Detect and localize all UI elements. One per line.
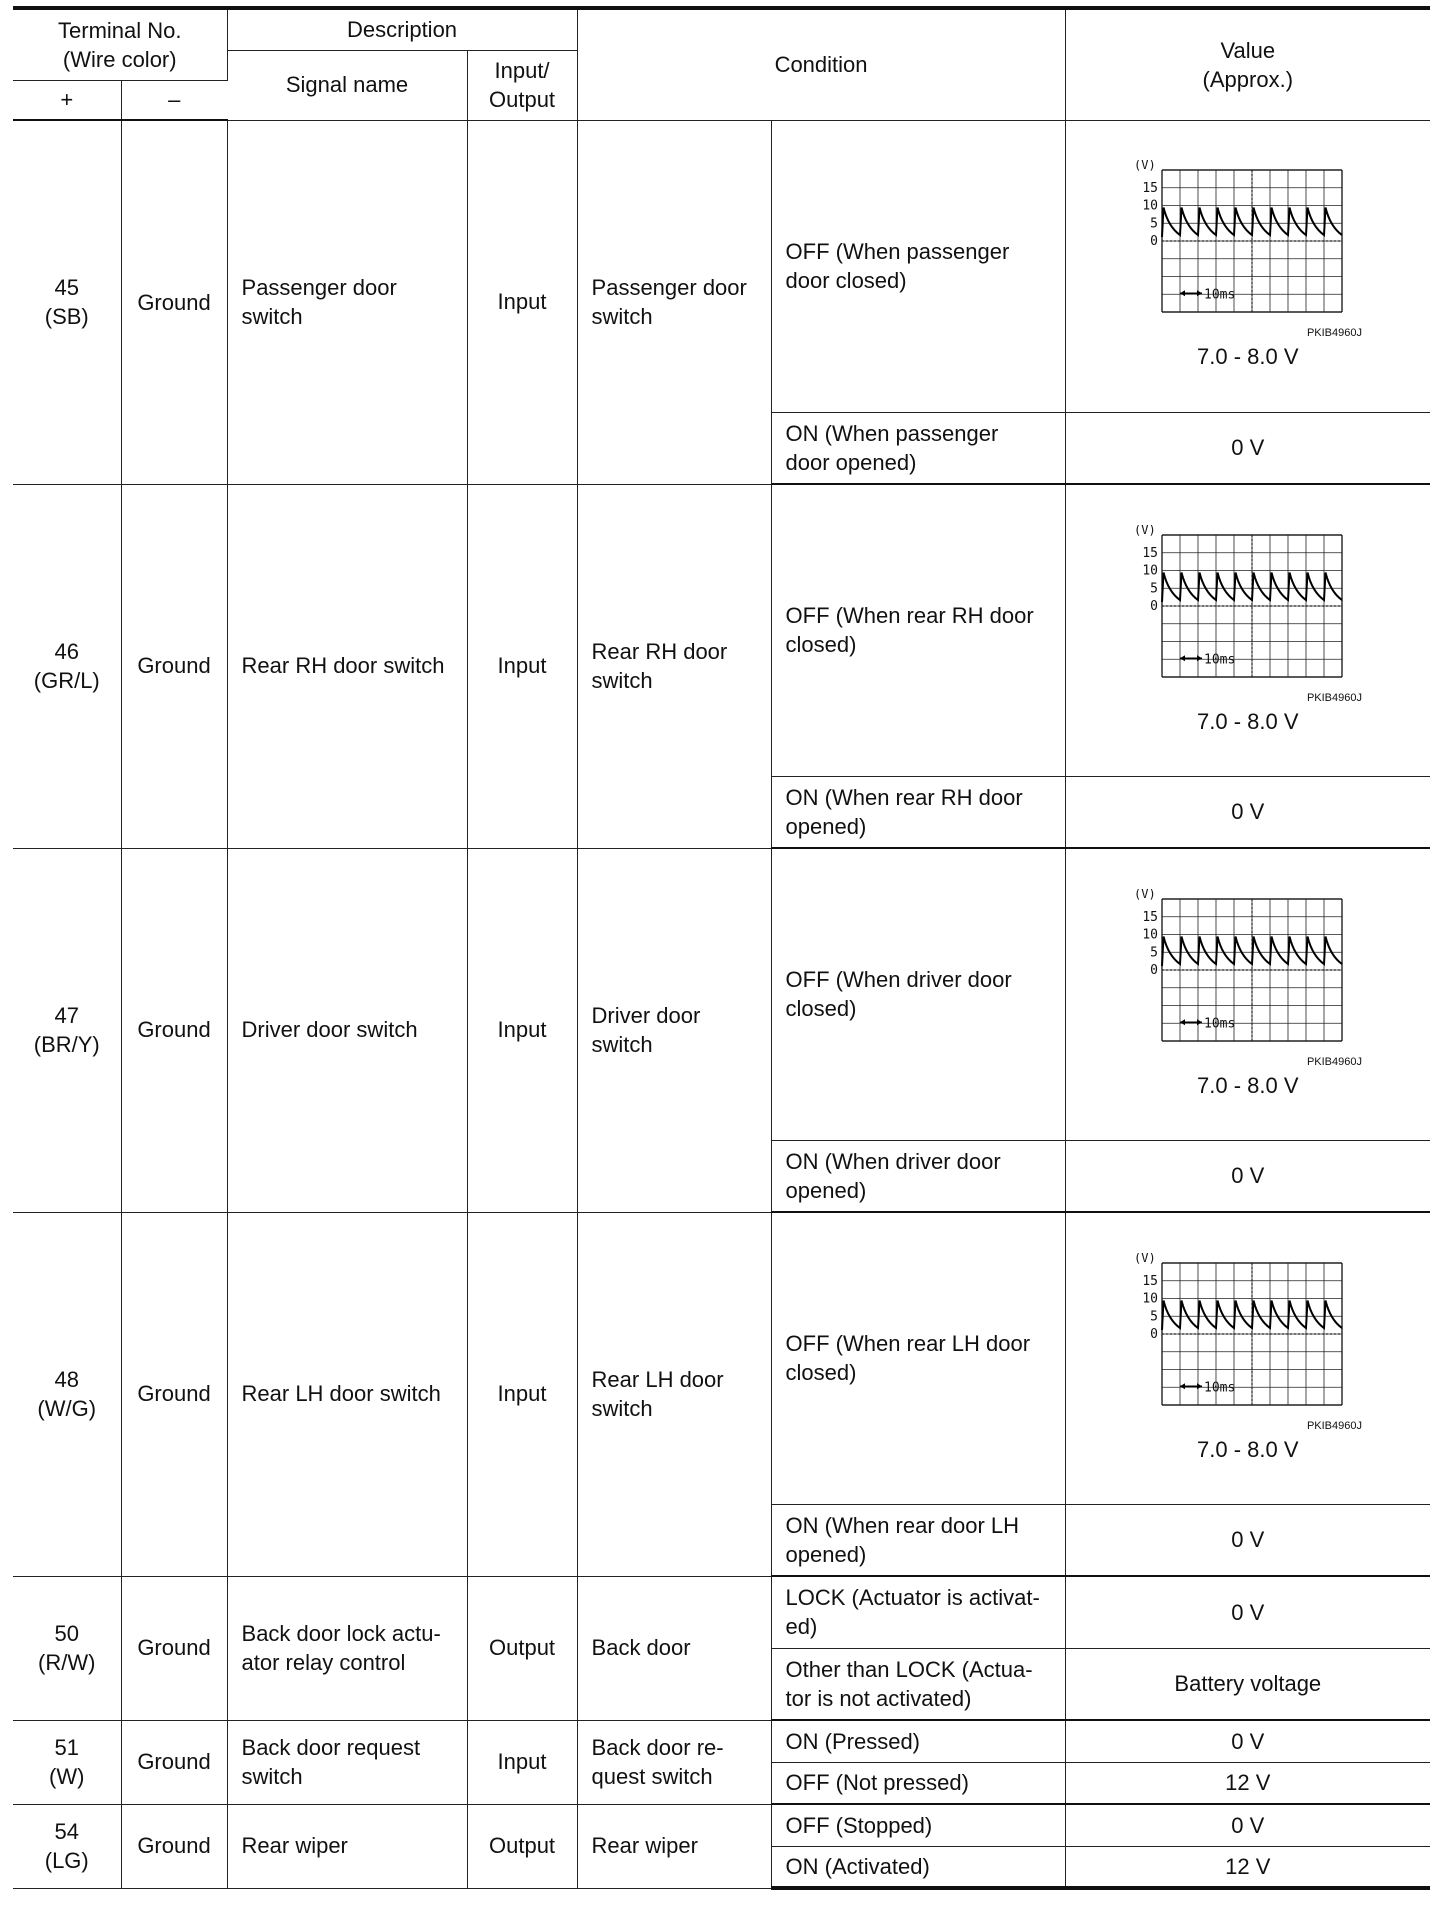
time-scale-arrow-left <box>1180 655 1185 661</box>
condition-state-text: OFF (Stopped) <box>785 1812 933 1838</box>
condition-state-text: OFF (When rear LH door closed) <box>785 1331 1031 1386</box>
time-scale-arrow-left <box>1180 1019 1185 1025</box>
signal-name <box>227 484 467 848</box>
value-text-text: 0 V <box>1231 435 1265 461</box>
table-row <box>13 1212 1430 1504</box>
condition-state <box>771 776 1065 848</box>
condition-state-text: ON (Activated) <box>785 1853 930 1879</box>
value-text <box>1065 1846 1430 1888</box>
header-terminal: Terminal No. (Wire color) <box>13 8 227 80</box>
terminal-number-text: 48 (W/G) <box>37 1366 97 1421</box>
figure-code: PKIB4960J <box>1306 1055 1362 1068</box>
terminal-number <box>13 120 121 484</box>
header-condition: Condition <box>577 8 1065 120</box>
table-row <box>13 848 1430 1140</box>
value-text-text: 0 V <box>1231 1812 1265 1838</box>
terminal-number <box>13 1720 121 1804</box>
condition-state <box>771 1140 1065 1212</box>
waveform-graph <box>1132 1253 1364 1433</box>
condition-item <box>577 848 771 1212</box>
condition-state-text: ON (Pressed) <box>785 1728 921 1754</box>
ground-terminal-text: Ground <box>137 1749 211 1775</box>
value-text <box>1065 776 1430 848</box>
signal-name <box>227 120 467 484</box>
condition-item-text: Back door <box>591 1635 691 1661</box>
y-tick-label: 10 <box>1142 1291 1158 1307</box>
value-text-text: 0 V <box>1231 1728 1265 1754</box>
condition-item-text: Rear wiper <box>591 1833 698 1859</box>
terminal-number <box>13 484 121 848</box>
input-output-text: Input <box>497 653 547 679</box>
input-output <box>467 1212 577 1576</box>
time-scale-label: 10ms <box>1203 1379 1236 1395</box>
input-output <box>467 484 577 848</box>
ground-terminal-text: Ground <box>137 1635 211 1661</box>
y-tick-label: 15 <box>1142 909 1158 925</box>
waveform-box <box>1070 1253 1427 1464</box>
input-output <box>467 120 577 484</box>
ground-terminal <box>121 120 227 484</box>
terminal-spec-table <box>13 6 1430 1890</box>
y-tick-label: 10 <box>1142 927 1158 943</box>
input-output-text: Input <box>497 1381 547 1407</box>
figure-code: PKIB4960J <box>1306 1419 1362 1432</box>
signal-name-text: Back door lock actu- ator relay control <box>241 1620 441 1675</box>
condition-state-text: LOCK (Actuator is activat- ed) <box>785 1585 1040 1640</box>
y-tick-label: 15 <box>1142 181 1158 197</box>
condition-state <box>771 1720 1065 1762</box>
waveform-graph <box>1132 889 1364 1069</box>
condition-state <box>771 1804 1065 1846</box>
value-text <box>1065 1762 1430 1804</box>
y-tick-label: 0 <box>1149 962 1158 978</box>
condition-state-text: OFF (Not pressed) <box>785 1770 969 1796</box>
value-text-text: 0 V <box>1231 1163 1265 1189</box>
value-waveform <box>1065 848 1430 1140</box>
header-input-output: Input/ Output <box>467 50 577 120</box>
terminal-number <box>13 1576 121 1720</box>
condition-item-text: Passenger door switch <box>591 274 747 329</box>
unit-label: (V) <box>1133 888 1156 901</box>
ground-terminal-text: Ground <box>137 1017 211 1043</box>
value-waveform <box>1065 120 1430 412</box>
y-tick-label: 15 <box>1142 1273 1158 1289</box>
value-waveform <box>1065 1212 1430 1504</box>
header-minus: – <box>121 80 227 120</box>
condition-state-text: OFF (When rear RH door closed) <box>785 603 1034 658</box>
input-output-text: Input <box>497 1017 547 1043</box>
signal-name <box>227 1720 467 1804</box>
condition-state-text: Other than LOCK (Actua- tor is not activated) <box>785 1656 1033 1711</box>
condition-state-text: ON (When rear door LH opened) <box>785 1512 1020 1567</box>
condition-state-text: ON (When rear RH door opened) <box>785 784 1023 839</box>
waveform-graph <box>1132 160 1364 340</box>
header-plus: + <box>13 80 121 120</box>
signal-name-text: Rear RH door switch <box>241 653 445 679</box>
y-tick-label: 0 <box>1149 1326 1158 1342</box>
value-text: 7.0 - 8.0 V <box>1197 344 1299 370</box>
ground-terminal <box>121 1212 227 1576</box>
signal-name <box>227 1212 467 1576</box>
value-text-text: Battery voltage <box>1174 1671 1322 1697</box>
condition-item <box>577 1720 771 1804</box>
time-scale-arrow-left <box>1180 291 1185 297</box>
condition-state <box>771 1846 1065 1888</box>
waveform-box <box>1070 160 1427 371</box>
ground-terminal-text: Ground <box>137 1381 211 1407</box>
y-tick-label: 0 <box>1149 598 1158 614</box>
terminal-number <box>13 848 121 1212</box>
table-row <box>13 1804 1430 1846</box>
ground-terminal-text: Ground <box>137 1833 211 1859</box>
condition-item-text: Rear LH door switch <box>591 1366 724 1421</box>
condition-state-text: ON (When driver door opened) <box>785 1148 1001 1203</box>
condition-state <box>771 1504 1065 1576</box>
table-body <box>13 120 1430 1888</box>
condition-item-text: Driver door switch <box>591 1002 701 1057</box>
signal-name-text: Driver door switch <box>241 1017 418 1043</box>
terminal-number-text: 46 (GR/L) <box>33 638 100 693</box>
condition-state-text: OFF (When driver door closed) <box>785 967 1012 1022</box>
condition-state <box>771 1212 1065 1504</box>
condition-state <box>771 1762 1065 1804</box>
input-output <box>467 1720 577 1804</box>
terminal-number-text: 54 (LG) <box>44 1818 89 1873</box>
terminal-number-text: 47 (BR/Y) <box>33 1002 100 1057</box>
y-tick-label: 5 <box>1149 944 1158 960</box>
value-text <box>1065 1504 1430 1576</box>
condition-state <box>771 484 1065 776</box>
terminal-number-text: 45 (SB) <box>44 275 89 330</box>
value-text-text: 0 V <box>1231 799 1265 825</box>
input-output-text: Input <box>497 1749 547 1775</box>
table-row <box>13 484 1430 776</box>
waveform-box <box>1070 889 1427 1100</box>
condition-item <box>577 1804 771 1888</box>
value-waveform <box>1065 484 1430 776</box>
y-tick-label: 0 <box>1149 234 1158 250</box>
condition-state <box>771 848 1065 1140</box>
value-text-text: 0 V <box>1231 1599 1265 1625</box>
value-text <box>1065 1140 1430 1212</box>
terminal-number <box>13 1804 121 1888</box>
condition-state-text: ON (When passenger door opened) <box>785 420 999 475</box>
terminal-number-text: 50 (R/W) <box>38 1620 96 1675</box>
input-output <box>467 1804 577 1888</box>
ground-terminal <box>121 848 227 1212</box>
input-output-text: Input <box>497 289 547 315</box>
value-text <box>1065 412 1430 484</box>
time-scale-arrow-right <box>1197 1383 1202 1389</box>
ground-terminal <box>121 1804 227 1888</box>
header-signal-name: Signal name <box>227 50 467 120</box>
y-tick-label: 15 <box>1142 545 1158 561</box>
signal-name-text: Rear LH door switch <box>241 1381 441 1407</box>
y-tick-label: 5 <box>1149 580 1158 596</box>
table-row <box>13 120 1430 412</box>
signal-name <box>227 848 467 1212</box>
condition-item-text: Rear RH door switch <box>591 638 728 693</box>
time-scale-arrow-right <box>1197 291 1202 297</box>
table-header <box>13 8 1430 120</box>
ground-terminal <box>121 484 227 848</box>
time-scale-label: 10ms <box>1203 287 1236 303</box>
y-tick-label: 10 <box>1142 563 1158 579</box>
unit-label: (V) <box>1133 524 1156 537</box>
condition-item <box>577 484 771 848</box>
time-scale-label: 10ms <box>1203 651 1236 667</box>
input-output-text: Output <box>489 1635 556 1661</box>
input-output <box>467 1576 577 1720</box>
condition-state <box>771 412 1065 484</box>
value-text: 7.0 - 8.0 V <box>1197 1436 1299 1462</box>
value-text: 7.0 - 8.0 V <box>1197 1072 1299 1098</box>
waveform-box <box>1070 525 1427 736</box>
condition-item <box>577 1212 771 1576</box>
ground-terminal-text: Ground <box>137 653 211 679</box>
value-text-text: 0 V <box>1231 1527 1265 1553</box>
y-tick-label: 5 <box>1149 216 1158 232</box>
value-text: 7.0 - 8.0 V <box>1197 708 1299 734</box>
header-value: Value (Approx.) <box>1065 8 1430 120</box>
terminal-number <box>13 1212 121 1576</box>
value-text <box>1065 1720 1430 1762</box>
value-text-text: 12 V <box>1225 1853 1271 1879</box>
unit-label: (V) <box>1133 160 1156 173</box>
table-row <box>13 1720 1430 1762</box>
input-output-text: Output <box>489 1833 556 1859</box>
signal-name <box>227 1804 467 1888</box>
unit-label: (V) <box>1133 1252 1156 1265</box>
signal-name-text: Passenger door switch <box>241 274 397 329</box>
ground-terminal <box>121 1576 227 1720</box>
time-scale-label: 10ms <box>1203 1015 1236 1031</box>
waveform-graph <box>1132 525 1364 705</box>
condition-item <box>577 1576 771 1720</box>
ground-terminal <box>121 1720 227 1804</box>
value-text <box>1065 1804 1430 1846</box>
signal-name-text: Rear wiper <box>241 1833 348 1859</box>
signal-name <box>227 1576 467 1720</box>
value-text-text: 12 V <box>1225 1770 1271 1796</box>
condition-item-text: Back door re- quest switch <box>591 1734 724 1789</box>
condition-state <box>771 120 1065 412</box>
condition-state-text: OFF (When passenger door closed) <box>785 238 1010 293</box>
signal-name-text: Back door request switch <box>241 1734 421 1789</box>
y-tick-label: 10 <box>1142 198 1158 214</box>
input-output <box>467 848 577 1212</box>
table-row <box>13 1576 1430 1648</box>
condition-item <box>577 120 771 484</box>
time-scale-arrow-left <box>1180 1383 1185 1389</box>
y-tick-label: 5 <box>1149 1308 1158 1324</box>
ground-terminal-text: Ground <box>137 289 211 315</box>
time-scale-arrow-right <box>1197 1019 1202 1025</box>
value-text <box>1065 1576 1430 1648</box>
value-text <box>1065 1648 1430 1720</box>
terminal-number-text: 51 (W) <box>49 1734 85 1789</box>
figure-code: PKIB4960J <box>1306 327 1362 340</box>
condition-state <box>771 1648 1065 1720</box>
condition-state <box>771 1576 1065 1648</box>
header-description: Description <box>227 8 577 50</box>
figure-code: PKIB4960J <box>1306 691 1362 704</box>
time-scale-arrow-right <box>1197 655 1202 661</box>
